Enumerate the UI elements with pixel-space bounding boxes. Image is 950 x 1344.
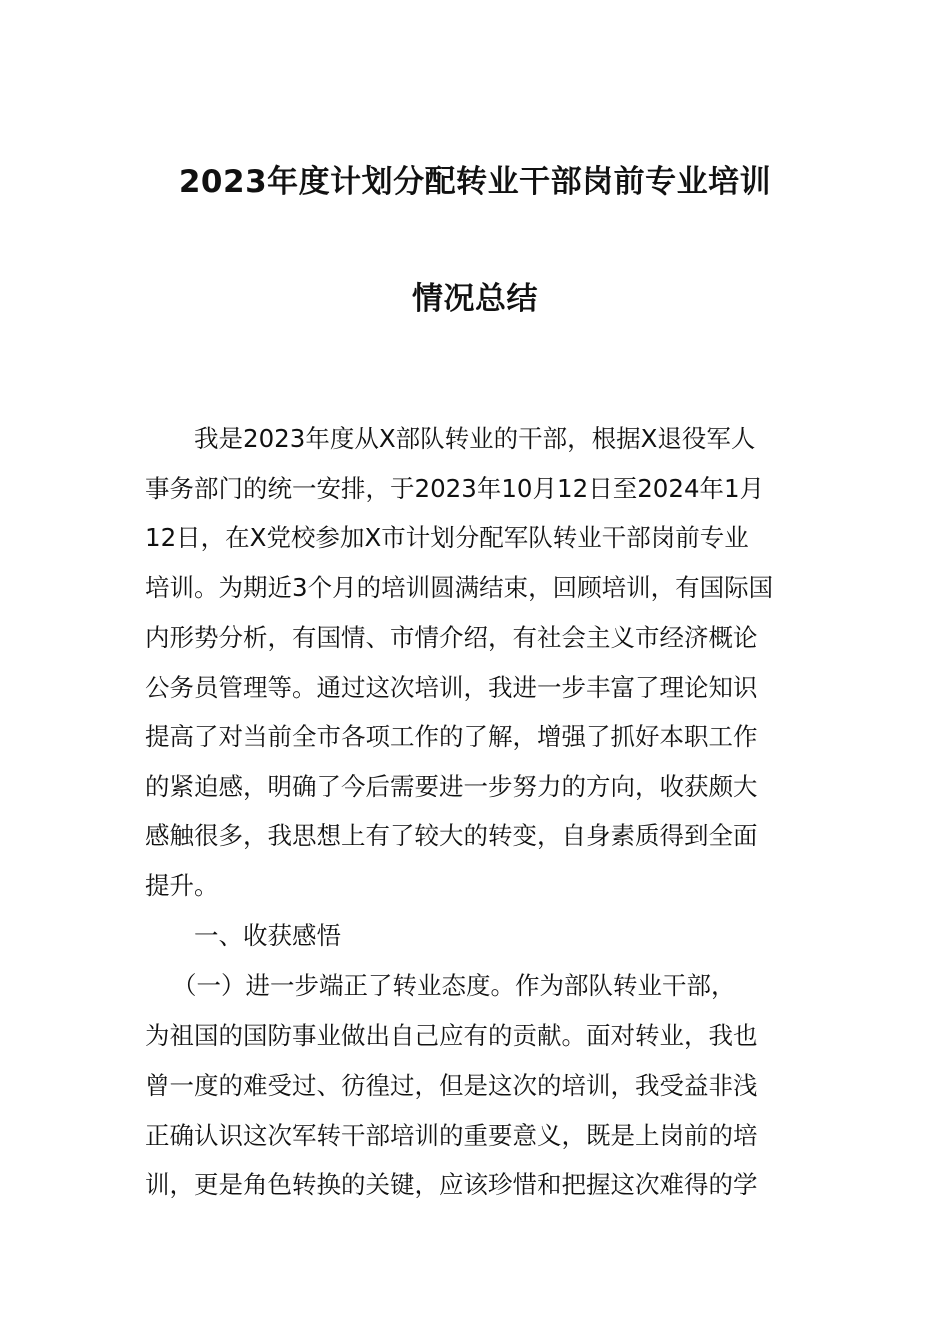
paragraph-line: 的紧迫感，明确了今后需要进一步努力的方向，收获颇大 <box>145 772 758 801</box>
paragraph-line: 感触很多，我思想上有了较大的转变，自身素质得到全面 <box>145 821 758 850</box>
paragraph-line: 为祖国的国防事业做出自己应有的贡献。面对转业，我也 <box>145 1021 758 1050</box>
paragraph-line: 公务员管理等。通过这次培训，我进一步丰富了理论知识 <box>145 673 758 702</box>
paragraph-line: 事务部门的统一安排，于2023年10月12日至2024年1月 <box>145 474 765 503</box>
paragraph-line: 正确认识这次军转干部培训的重要意义，既是上岗前的培 <box>145 1121 758 1150</box>
title-line-2: 情况总结 <box>412 281 538 317</box>
paragraph-line: 曾一度的难受过、彷徨过，但是这次的培训，我受益非浅 <box>145 1071 758 1100</box>
paragraph-line: 提高了对当前全市各项工作的了解，增强了抓好本职工作 <box>145 722 758 751</box>
paragraph-line: 我是2023年度从X部队转业的干部，根据X退役军人 <box>194 424 756 453</box>
title-line-1: 2023年度计划分配转业干部岗前专业培训 <box>178 164 772 200</box>
paragraph-line: 12日，在X党校参加X市计划分配军队转业干部岗前专业 <box>145 523 749 552</box>
section-heading: 一、收获感悟 <box>194 921 341 950</box>
paragraph-line: 训，更是角色转换的关键，应该珍惜和把握这次难得的学 <box>145 1170 758 1199</box>
paragraph-line: 提升。 <box>145 871 219 900</box>
paragraph-line: 培训。为期近3个月的培训圆满结束，回顾培训，有国际国 <box>145 573 774 602</box>
paragraph-line: （一）进一步端正了转业态度。作为部队转业干部， <box>172 971 736 1000</box>
paragraph-line: 内形势分析，有国情、市情介绍，有社会主义市经济概论 <box>145 623 758 652</box>
